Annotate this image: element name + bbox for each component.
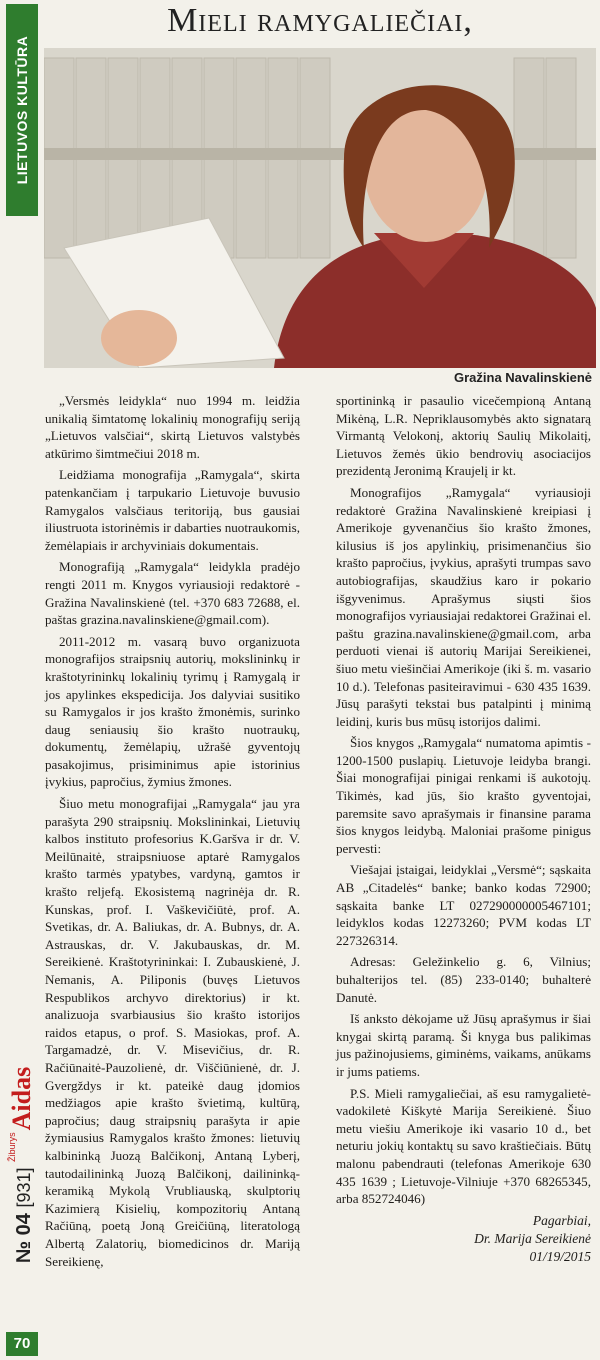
paragraph: Adresas: Geležinkelio g. 6, Vilnius; buhalterijos tel. (85) 233-0140; buhalterė Danutė. bbox=[336, 954, 591, 1005]
paragraph: Šiuo metu monografijai „Ramygala“ jau yra parašyta 290 straipsnių. Mokslininkai, Lietuvių kalbos instituto profesorius K.Garšva ir dr. V. Meilūnaitė, straipsniuose aptarė Ramygalos krašto tarmės ypatybes, vardyną, gamtos ir krašto reljefą. Ekosistemą nagrinėja dr. R. Kunskas, prof. I. Vaškevičiūtė, prof. A. Svetikas, dr. A. Baliukas, dr. A. Bubnys, dr. A. Astrauskas, dr. V. Jakubauskas, dr. M. Sereikienė. Kraštotyrininkai: I. Zubauskienė, J. Nemanis, A. Piliponis (buvęs Lietuvos Respublikos archyvo direktorius) ir kt. analizuoja svarbiausius šio krašto istorijos raidos etapus, o prof. S. Masiokas, prof. A. Targamadzė, dr. V. Misevičius, dr. R. Račiūnaitė-Pauzolienė, dr. Viščiūnienė, dr. J. Gvergždys ir kt. pateikė daug įdomios medžiagos apie krašto švietimą, kultūrą, papročius; daug straipsnių parašyta ir apie žymiausius Ramygalos krašto žmones: lietuvių kalbininką Juozą Balčikonį, Antaną Lyberį, tautodailininką Juozą Balčikonį, dailininką-keramiką Mykolą Vrubliauską, skulptorių Kazimierą Kisielių, kompozitorių Antaną Račiūną, poetą Joną Greičiūną, literatologą Albertą Zalatorių, biomedicinos dr. Mariją Sereikienę, bbox=[45, 796, 300, 1269]
signature-name: Dr. Marija Sereikienė bbox=[474, 1230, 591, 1246]
article-left-column bbox=[45, 392, 300, 1274]
page-number: 70 bbox=[6, 1332, 38, 1356]
magazine-small-name: Žiburys bbox=[7, 1132, 17, 1162]
section-label: LIETUVOS KULTŪRA bbox=[14, 35, 30, 185]
paragraph: sportininką ir pasaulio vicečempioną Antaną Mikėną, L.R. Nepriklausomybės akto signatarą Virmantą Velokonį, aktorių Saulių Mikolaitį, Lietuvos žemės ūkio bendrovių asociacijos prezidentą Jeronimą Kraujelį ir kt. bbox=[336, 393, 591, 479]
photo-caption: Gražina Navalinskienė bbox=[453, 370, 592, 385]
paragraph: Iš anksto dėkojame už Jūsų aprašymus ir šiai knygai skirtą paramą. Ši knyga bus palikimas jus pažinojusiems, giminėms, vaikams, anūkams ir jums patiems. bbox=[336, 1011, 591, 1079]
paragraph: 2011-2012 m. vasarą buvo organizuota monografijos straipsnių autorių, mokslininkų ir kraštotyrininkų lokalinių tyrimų į Ramygalą ir jos apylinkes ekspedicija. Jos dalyviai susitiko su Ramygalos ir jos krašto žmonėmis, surinko daug seniausių šio krašto nuotraukų, dokumentų, žemėlapių, užrašė gyventojų pasakojimus, prisiminimus apie istorinius įvykius, papročius, žymius žmones. bbox=[45, 633, 300, 790]
paragraph: Leidžiama monografija „Ramygala“, skirta patenkančiam į tarpukario Lietuvoje buvusio Ramygalos valsčiaus teritoriją, bus gausiai iliustruota istorinėmis ir dabarties nuotraukomis, žemėlapiais ir archyviniais dokumentais. bbox=[45, 467, 300, 553]
issue-info bbox=[6, 1000, 38, 1330]
section-label-bar bbox=[6, 4, 38, 216]
paragraph: Viešajai įstaigai, leidyklai „Versmė“; sąskaita AB „Citadelės“ banke; banko kodas 72900; sąskaita banke LT 027290000005467101; leidyklos kodas 12273260; PVM kodas LT 227326314. bbox=[336, 862, 591, 948]
article-photo bbox=[44, 48, 596, 368]
signature-date: 01/19/2015 bbox=[529, 1248, 591, 1264]
paragraph: Šios knygos „Ramygala“ numatoma apimtis - 1200-1500 puslapių. Lietuvoje leidyba brangi. Šiai monografijai pinigai renkami iš aukotojų. Tikimės, kad jūs, šio krašto gyventojai, paremsite savo aprašymais ir finansine parama šios knygos leidybą. Maloniai prašome pinigus pervesti: bbox=[336, 735, 591, 856]
article-right-column bbox=[336, 392, 591, 1266]
issue-total: [931] bbox=[14, 1167, 34, 1208]
article-title: Mieli ramygaliečiai, bbox=[167, 2, 473, 39]
paragraph: „Versmės leidykla“ nuo 1994 m. leidžia unikalią šimtatomę lokalinių monografijų seriją „Lietuvos valsčiai“, skirtą Lietuvos valstybės atkūrimo šimtmečiui 2018 m. bbox=[45, 393, 300, 461]
issue-number: № 04 bbox=[13, 1213, 35, 1264]
signature-block bbox=[336, 1212, 591, 1266]
sidebar bbox=[6, 0, 38, 1360]
paragraph: P.S. Mieli ramygaliečiai, aš esu ramygalietė-vadokiletė Kiškytė Marija Sereikienė. Šiuo metu viešiu Amerikoje iki vasario 10 d., bet neturiu jokių kontaktų su savo kraštiečiais. Būtų malonu pabendrauti (telefonas Amerikoje 630 435 1639 ; Lietuvoje-Vilniuje +370 68265345, arba 852724046) bbox=[336, 1085, 591, 1207]
magazine-logo: Aidas bbox=[7, 1066, 36, 1131]
paragraph: Monografijos „Ramygala“ vyriausioji redaktorė Gražina Navalinskienė kreipiasi į Amerikoje gyvenančius šio krašto žmones, kilusius iš jos apylinkių, prisimenančius šio krašto papročius, įvykius, aprašyti trumpas savo autobiografijas, skaudžius karo ir pokario išgyvenimus. Aprašymus siųsti šios monografijos vyriausiajai redaktorei Gražinai el. paštu grazina.navalinskiene@gmail.com, arba perduoti vienai iš autorių Marijai Sereikienei, šiuo metu viešinčiai Amerikoje (iki š. m. vasario 10 d.). Telefonas pasiteiravimui - 630 435 1639. Jūsų parašyti tekstai bus patalpinti į minimą leidinį, kuris bus mūsų istorijos dalimi. bbox=[336, 484, 591, 729]
signature-closing: Pagarbiai, bbox=[532, 1212, 591, 1228]
paragraph: Monografiją „Ramygala“ leidykla pradėjo rengti 2011 m. Knygos vyriausioji redaktorė - Gražina Navalinskienė (tel. +370 683 72688, el. paštas grazina.navalinskiene@gmail.com). bbox=[45, 559, 300, 628]
